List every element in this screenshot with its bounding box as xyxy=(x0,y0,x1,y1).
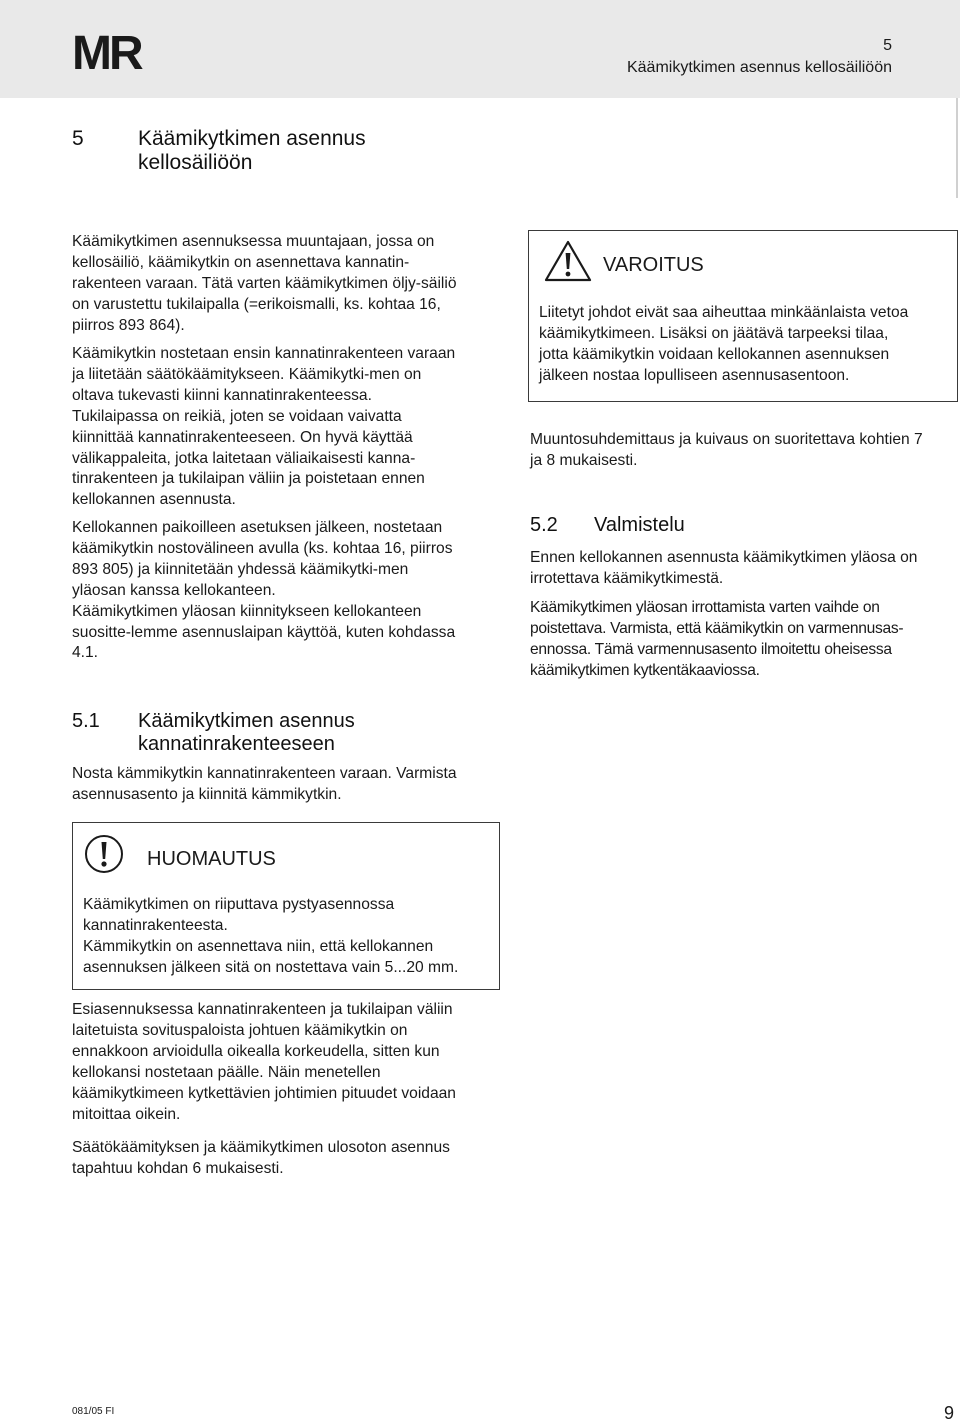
mr-logo: MR xyxy=(72,27,141,80)
right-column-paragraph-1: Muuntosuhdemittaus ja kuivaus on suoritettava kohtien 7 ja 8 mukaisesti. xyxy=(530,431,923,469)
warning-title: VAROITUS xyxy=(603,254,704,276)
section-5-title: Käämikytkimen asennus kellosäiliöön xyxy=(138,127,366,174)
warning-box xyxy=(528,230,958,402)
page-number: 9 xyxy=(944,1403,955,1423)
section-5-1-paragraph-2: Esiasennuksessa kannatinrakenteen ja tukilaipan väliin laitetuista sovituspaloista johtuen käämikytkin on ennakkoon arvioidulla oikealla korkeudella, sitten kun kellokansi nostetaan päälle. Näin menetellen käämikytkimeen kytkettävien johtimien pituudet voidaan mitoittaa oikein. xyxy=(72,1001,456,1123)
section-5-2-paragraph-2: Käämikytkimen yläosan irrottamista varten vaihde on poistettava. Varmista, että käämikytkin on varmennusas- ennossa. Tämä varmennusasento ilmoitettu oheisessa käämikytkimen kytkentäkaaviossa. xyxy=(530,599,904,679)
section-5-paragraph-1: Käämikytkimen asennuksessa muuntajaan, jossa on kellosäiliö, käämikytkin on asennettava kannatin- rakenteen varaan. Tätä varten käämikytkimen öljy-säiliö on varustettu tukilaipalla (=erikoismalli, ks. kohtaa 16, piirros 893 864). xyxy=(72,233,457,334)
exclamation-circle-icon xyxy=(83,833,125,875)
section-5-1-number: 5.1 xyxy=(72,710,100,732)
section-5-paragraph-2: Käämikytkin nostetaan ensin kannatinrakenteen varaan ja liitetään säätökäämitykseen. Käämikytki-men on oltava tukevasti kiinni kannatinrakenteessa. Tukilaipassa on reikiä, joten se voidaan vaivatta kiinnittää kannatinrakenteeseen. On hyvä käyttää välikappaleita, jotka laitetaan väliaikaisesti kanna- tinrakenteen ja tukilaipan väliin ja poistetaan ennen kellokannen asennusta. xyxy=(72,345,456,509)
notice-title: HUOMAUTUS xyxy=(147,848,276,870)
header-chapter-title: Käämikytkimen asennus kellosäiliöön xyxy=(626,59,892,76)
section-5-2-paragraph-1: Ennen kellokannen asennusta käämikytkimen yläosa on irrotettava käämikytkimestä. xyxy=(530,549,918,587)
right-edge-rule xyxy=(956,98,958,198)
warning-body: Liitetyt johdot eivät saa aiheuttaa minkäänlaista vetoa käämikytkimeen. Lisäksi on jäätävä tarpeeksi tilaa, jotta käämikytkin voidaan kellokannen asennuksen jälkeen nostaa lopulliseen asennusasentoon. xyxy=(539,304,909,384)
section-5-paragraph-3: Kellokannen paikoilleen asetuksen jälkeen, nostetaan käämikytkin nostovälineen avulla (ks. kohtaa 16, piirros 893 805) ja kiinnitetään yhdessä käämikytki-men yläosan kanssa kellokanteen. Käämikytkimen yläosan kiinnitykseen kellokanteen suositte-lemme asennuslaipan käyttöä, kuten kohdassa 4.1. xyxy=(72,519,456,662)
page-header xyxy=(0,0,960,98)
section-5-number: 5 xyxy=(72,127,84,150)
warning-triangle-icon xyxy=(543,239,593,283)
section-5-1-paragraph-3: Säätökäämityksen ja käämikytkimen ulosoton asennus tapahtuu kohdan 6 mukaisesti. xyxy=(72,1139,450,1177)
section-5-2-title: Valmistelu xyxy=(594,514,685,536)
document-code: 081/05 FI xyxy=(72,1406,115,1417)
notice-body: Käämikytkimen on riiputtava pystyasennossa kannatinrakenteesta. Kämmikytkin on asennettava niin, että kellokannen asennuksen jälkeen sitä on nostettava vain 5...20 mm. xyxy=(83,896,459,976)
section-5-1-paragraph-1: Nosta kämmikytkin kannatinrakenteen varaan. Varmista asennusasento ja kiinnitä kämmikytkin. xyxy=(72,765,457,803)
section-5-2-number: 5.2 xyxy=(530,514,558,536)
header-chapter-number: 5 xyxy=(883,37,892,54)
section-5-1-title: Käämikytkimen asennus kannatinrakenteeseen xyxy=(138,710,355,755)
notice-box xyxy=(72,822,500,990)
